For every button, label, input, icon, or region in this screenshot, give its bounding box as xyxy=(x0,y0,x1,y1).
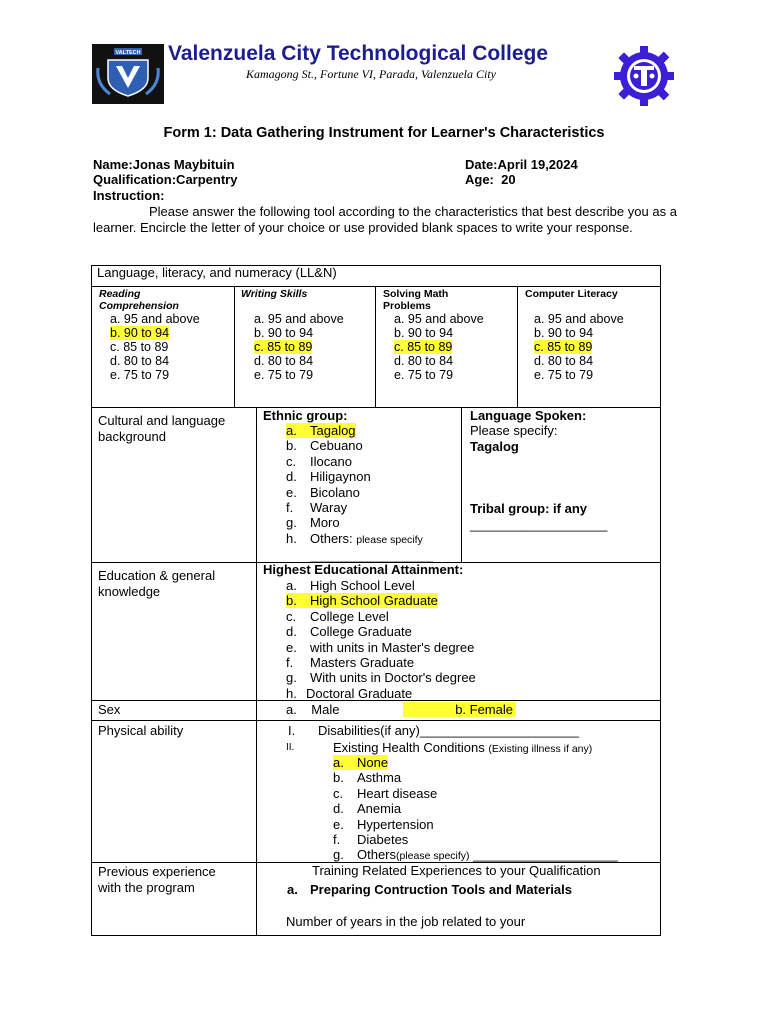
language-prompt: Please specify: xyxy=(470,423,558,438)
ethnic-others-blank[interactable]: _________________ xyxy=(310,548,433,564)
table-border-left xyxy=(91,265,92,936)
instruction-text: Please answer the following tool according to the characteristics that best describe you as a learner. Encircle the letter of your choice or use provided blank spaces to write your response. xyxy=(93,204,677,235)
education-options xyxy=(286,578,476,701)
label-col-divider xyxy=(256,407,257,935)
lln-header-math-1: Solving Math xyxy=(383,288,449,300)
ethnic-option-others[interactable]: h. Others: please specify xyxy=(286,530,423,546)
lln-writing-option[interactable]: e. 75 to 79 xyxy=(254,368,314,382)
lln-writing-option[interactable]: d. 80 to 84 xyxy=(254,354,314,368)
health-option-others[interactable]: g. Others(please specify) ____________________ xyxy=(333,847,618,863)
lln-writing-option-selected[interactable]: c. 85 to 89 xyxy=(254,340,313,354)
experience-title: Training Related Experiences to your Qualification xyxy=(312,863,601,878)
lln-header-reading-2: Comprehension xyxy=(99,300,179,312)
lln-col-reading xyxy=(99,288,179,312)
lln-col-writing xyxy=(241,288,307,300)
ethnic-option[interactable]: b. Cebuano xyxy=(286,438,363,454)
health-option[interactable]: e. Hypertension xyxy=(333,816,434,832)
education-option[interactable]: c. College Level xyxy=(286,608,389,624)
lln-computer-option[interactable]: d. 80 to 84 xyxy=(534,354,594,368)
valtech-logo xyxy=(92,44,164,104)
lln-computer-option[interactable]: b. 90 to 94 xyxy=(534,326,594,340)
disabilities-field[interactable]: Disabilities(if any)______________________ xyxy=(318,723,579,738)
tribal-group-blank[interactable]: ___________________ xyxy=(470,517,608,532)
sex-label: Sex xyxy=(98,702,121,717)
row-divider-physical xyxy=(91,720,661,721)
lln-computer-option[interactable]: e. 75 to 79 xyxy=(534,368,594,382)
ethnic-option[interactable]: g. Moro xyxy=(286,515,340,531)
physical-label: Physical ability xyxy=(98,723,184,738)
lln-title: Language, literacy, and numeracy (LL&N) xyxy=(97,265,337,280)
ethnic-option[interactable]: c. Ilocano xyxy=(286,453,352,469)
lln-writing-option[interactable]: a. 95 and above xyxy=(254,312,344,326)
sex-option-male[interactable]: a. Male xyxy=(286,702,340,717)
lln-header-reading-1: Reading xyxy=(99,288,141,300)
education-option[interactable]: f. Masters Graduate xyxy=(286,655,415,671)
sex-option-female-selected[interactable]: b. Female xyxy=(403,702,516,717)
lln-reading-option[interactable]: a. 95 and above xyxy=(110,312,200,326)
tesda-gear-logo-icon xyxy=(610,44,678,108)
college-name: Valenzuela City Technological College xyxy=(168,42,549,65)
lln-reading-option[interactable]: c. 85 to 89 xyxy=(110,340,169,354)
instruction-label: Instruction: xyxy=(93,188,165,203)
education-label: Education & general knowledge xyxy=(98,568,216,599)
college-address: Kamagong St., Fortune VI, Parada, Valenzuela City xyxy=(246,67,496,81)
lln-reading-option[interactable]: e. 75 to 79 xyxy=(110,368,170,382)
cultural-col-divider xyxy=(461,407,462,562)
lln-header-writing: Writing Skills xyxy=(241,288,308,300)
health-conditions-title: Existing Health Conditions (Existing illness if any) xyxy=(333,740,593,755)
health-option[interactable]: c. Heart disease xyxy=(333,785,438,801)
education-option[interactable]: g. With units in Doctor's degree xyxy=(286,670,476,686)
disabilities-key: I. xyxy=(288,723,296,738)
lln-col-divider-2 xyxy=(375,286,376,407)
table-border-right xyxy=(660,265,661,936)
learner-age: Age: 20 xyxy=(465,172,516,187)
lln-options-reading xyxy=(110,312,200,382)
language-value[interactable]: Tagalog xyxy=(470,439,519,454)
lln-math-option[interactable]: d. 80 to 84 xyxy=(394,354,454,368)
form-date: Date:April 19,2024 xyxy=(465,157,578,172)
lln-math-option[interactable]: b. 90 to 94 xyxy=(394,326,454,340)
lln-header-computer: Computer Literacy xyxy=(525,288,618,300)
form-title: Form 1: Data Gathering Instrument for Learner's Characteristics xyxy=(163,125,605,141)
experience-label: Previous experience with the program xyxy=(98,864,216,895)
ethnic-group-title: Ethnic group: xyxy=(263,408,348,423)
lln-computer-option[interactable]: a. 95 and above xyxy=(534,312,624,326)
lln-reading-option[interactable]: d. 80 to 84 xyxy=(110,354,170,368)
lln-math-option-selected[interactable]: c. 85 to 89 xyxy=(394,340,453,354)
health-option[interactable]: b. Asthma xyxy=(333,770,402,786)
valtech-logo-text: VALTECH xyxy=(115,50,141,56)
lln-options-computer xyxy=(534,312,624,382)
ethnic-group-options xyxy=(286,423,433,564)
lln-col-computer xyxy=(525,288,618,300)
ethnic-option[interactable]: e. Bicolano xyxy=(286,484,360,500)
health-key: II. xyxy=(286,742,295,753)
health-option[interactable]: f. Diabetes xyxy=(333,832,409,848)
lln-header-divider xyxy=(91,286,661,287)
education-title: Highest Educational Attainment: xyxy=(263,562,464,577)
lln-math-option[interactable]: e. 75 to 79 xyxy=(394,368,454,382)
cultural-label: Cultural and language background xyxy=(98,413,226,444)
lln-options-writing xyxy=(254,312,344,382)
education-option[interactable]: h. Doctoral Graduate xyxy=(286,685,413,701)
experience-item[interactable]: a. Preparing Contruction Tools and Materials xyxy=(287,882,572,897)
education-option[interactable]: d. College Graduate xyxy=(286,624,412,640)
table-border-bottom xyxy=(91,935,661,936)
ethnic-option-selected[interactable]: a. Tagalog xyxy=(286,423,356,438)
ethnic-option[interactable]: f. Waray xyxy=(286,500,348,516)
lln-header-math-2: Problems xyxy=(383,300,431,312)
health-option[interactable]: d. Anemia xyxy=(333,801,402,817)
ethnic-option[interactable]: d. Hiligaynon xyxy=(286,469,371,485)
years-in-job-text: Number of years in the job related to your xyxy=(286,914,526,929)
health-options xyxy=(333,755,618,865)
lln-computer-option-selected[interactable]: c. 85 to 89 xyxy=(534,340,593,354)
lln-col-divider-1 xyxy=(234,286,235,407)
instruction-paragraph xyxy=(93,204,677,235)
lln-math-option[interactable]: a. 95 and above xyxy=(394,312,484,326)
lln-reading-option-selected[interactable]: b. 90 to 94 xyxy=(110,326,170,340)
learner-qualification: Qualification:Carpentry xyxy=(93,172,238,187)
learner-name: Name:Jonas Maybituin xyxy=(93,157,235,172)
education-option[interactable]: a. High School Level xyxy=(286,578,415,593)
lln-options-math xyxy=(394,312,484,382)
health-option-selected[interactable]: a. None xyxy=(333,755,389,770)
lln-writing-option[interactable]: b. 90 to 94 xyxy=(254,326,314,340)
education-option-selected[interactable]: b. High School Graduate xyxy=(286,593,438,609)
education-option[interactable]: e. with units in Master's degree xyxy=(286,639,475,655)
lln-col-divider-3 xyxy=(517,286,518,407)
language-spoken-title: Language Spoken: xyxy=(470,408,587,423)
lln-col-math xyxy=(383,288,448,312)
tribal-group-title: Tribal group: if any xyxy=(470,501,588,516)
